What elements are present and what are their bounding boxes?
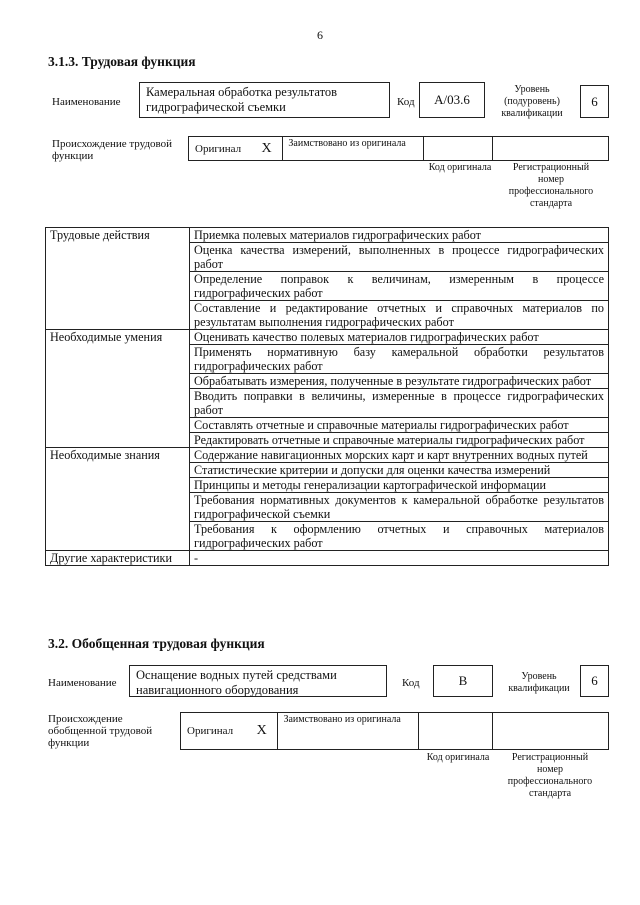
level-box-2 [580,665,609,697]
reg-number-caption-2: Регистрационный номер профессионального стандарта [507,752,593,799]
table-cell-item: Обрабатывать измерения, полученные в результате гидрографических работ [190,374,609,389]
table-cell-item: Составление и редактирование отчетных и справочных материалов по результатам выполнения гидрографических работ [190,301,609,330]
table-cell-item: Требования к оформлению отчетных и справочных материалов гидрографических работ [190,522,609,551]
category-cell [46,418,190,433]
table-cell-item: Вводить поправки в величины, измеренные в процессе гидрографических работ [190,389,609,418]
category-cell [46,522,190,551]
original-mark: Х [251,137,283,161]
category-cell [46,272,190,301]
category-cell [46,389,190,418]
function-name-value-2: Оснащение водных путей средствами навигационного оборудования [136,668,337,697]
table-row [46,433,609,448]
table-row [46,243,609,272]
table-cell-item: Требования нормативных документов к камеральной обработке результатов гидрографической съемки [190,493,609,522]
table-cell-item: Составлять отчетные и справочные материалы гидрографических работ [190,418,609,433]
level-label: Уровень (подуровень) квалификации [501,84,563,119]
table-cell-item: - [190,551,609,566]
category-label: Необходимые умения [46,330,190,345]
table-row [46,301,609,330]
origin-label-2: Происхождение обобщенной трудовой функции [48,713,153,749]
table-cell-item: Приемка полевых материалов гидрографических работ [190,228,609,243]
table-row [46,551,609,566]
table-row [46,389,609,418]
category-label: Необходимые знания [46,448,190,463]
table-cell-item: Редактировать отчетные и справочные материалы гидрографических работ [190,433,609,448]
level-value-2: 6 [591,673,598,688]
table-row [46,228,609,243]
original-label-2: Оригинал [181,713,246,750]
original-label: Оригинал [189,137,251,161]
table-cell-item: Содержание навигационных морских карт и карт внутренних водных путей [190,448,609,463]
function-name-box [139,82,390,118]
category-cell [46,374,190,389]
original-mark-2: Х [246,713,278,750]
table-row [46,463,609,478]
category-cell [46,433,190,448]
code-value: А/03.6 [434,92,470,107]
category-label: Другие характеристики [46,551,190,566]
borrowed-label-2: Заимствовано из оригинала [278,713,419,750]
origin-label: Происхождение трудовой функции [52,138,173,162]
table-cell-item: Оценивать качество полевых материалов гидрографических работ [190,330,609,345]
table-cell-item: Принципы и методы генерализации картографической информации [190,478,609,493]
table-row [46,345,609,374]
table-row [46,272,609,301]
code-value-2: В [458,673,468,688]
origin-table-2 [180,712,609,750]
table-cell-item: Статистические критерии и допуски для оценки качества измерений [190,463,609,478]
page-number: 6 [317,28,323,42]
category-cell [46,345,190,374]
code-original-caption-2: Код оригинала [426,752,490,763]
reg-number-cell [493,137,609,161]
table-row [46,374,609,389]
table-row [46,478,609,493]
table-cell-item: Определение поправок к величинам, измеренным в процессе гидрографических работ [190,272,609,301]
origin-table [188,136,609,161]
code-original-cell-2 [419,713,493,750]
function-name-value: Камеральная обработка результатов гидрографической съемки [146,85,338,114]
category-cell [46,478,190,493]
name-label-2: Наименование [48,677,117,689]
name-label: Наименование [52,96,121,108]
code-original-caption: Код оригинала [428,162,492,173]
section-heading: 3.1.3. Трудовая функция [48,54,196,69]
level-box [580,85,609,118]
code-label: Код [397,96,415,108]
table-row [46,418,609,433]
category-cell [46,301,190,330]
reg-number-caption: Регистрационный номер профессионального стандарта [508,162,594,209]
code-box-2 [433,665,493,697]
category-label: Трудовые действия [46,228,190,243]
category-cell [46,463,190,478]
code-original-cell [423,137,493,161]
category-cell [46,493,190,522]
table-row [46,522,609,551]
table-row [46,448,609,463]
code-box [419,82,485,118]
table-cell-item: Применять нормативную базу камеральной обработки результатов гидрографических работ [190,345,609,374]
table-cell-item: Оценка качества измерений, выполненных в процессе гидрографических работ [190,243,609,272]
function-details-table [45,227,609,566]
borrowed-label: Заимствовано из оригинала [283,137,423,161]
function-name-box-2 [129,665,387,697]
table-row [46,330,609,345]
level-label-2: Уровень квалификации [508,671,570,694]
code-label-2: Код [402,677,420,689]
section2-heading: 3.2. Обобщенная трудовая функция [48,636,265,651]
table-row [46,493,609,522]
level-value: 6 [591,93,598,109]
category-cell [46,243,190,272]
reg-number-cell-2 [492,713,608,750]
